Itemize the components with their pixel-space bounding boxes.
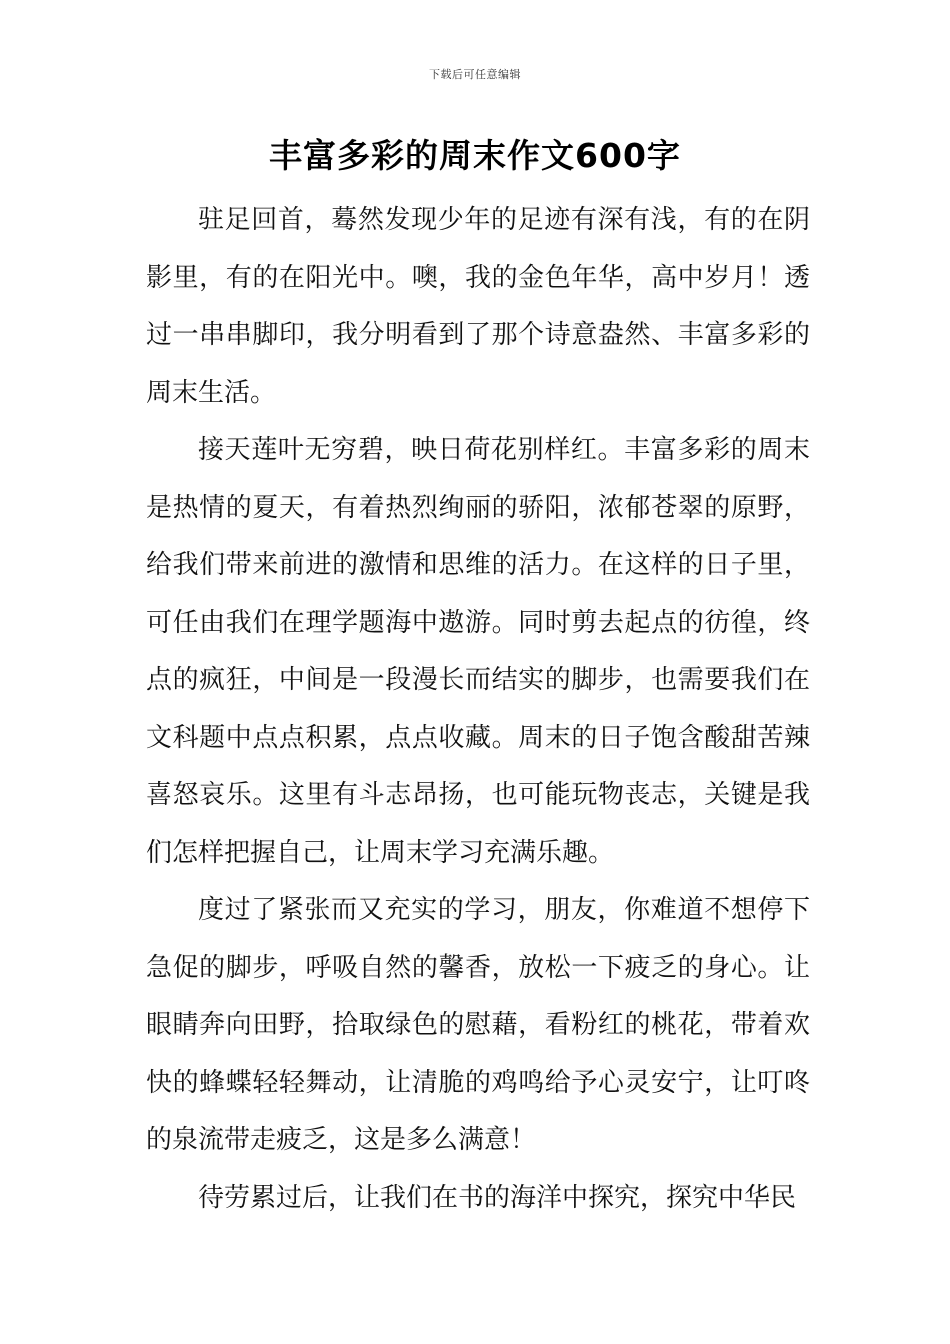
paragraph-3: 度过了紧张而又充实的学习，朋友，你难道不想停下急促的脚步，呼吸自然的馨香，放松一下疲乏的身心。让眼睛奔向田野，拾取绿色的慰藉，看粉红的桃花，带着欢快的蜂蝶轻轻舞动，让清脆的鸡鸣给予心灵安宁，让叮咚的泉流带走疲乏，这是多么满意！ bbox=[146, 895, 810, 1155]
paragraph-1: 驻足回首，蓦然发现少年的足迹有深有浅，有的在阴影里，有的在阳光中。噢，我的金色年华，高中岁月！透过一串串脚印，我分明看到了那个诗意盎然、丰富多彩的周末生活。 bbox=[146, 205, 810, 408]
paragraph-4: 待劳累过后，让我们在书的海洋中探究，探究中华民 bbox=[198, 1182, 797, 1213]
document-title: 丰富多彩的周末作文600字 bbox=[269, 136, 681, 175]
paragraph-2: 接天莲叶无穷碧，映日荷花别样红。丰富多彩的周末是热情的夏天，有着热烈绚丽的骄阳，浓郁苍翠的原野，给我们带来前进的激情和思维的活力。在这样的日子里，可任由我们在理学题海中遨游。同时剪去起点的彷徨，终点的疯狂，中间是一段漫长而结实的脚步，也需要我们在文科题中点点积累，点点收藏。周末的日子饱含酸甜苦辣喜怒哀乐。这里有斗志昂扬，也可能玩物丧志，关键是我们怎样把握自己，让周末学习充满乐趣。 bbox=[146, 435, 810, 868]
document-body bbox=[146, 192, 810, 1227]
header-note: 下载后可任意编辑 bbox=[429, 68, 521, 81]
